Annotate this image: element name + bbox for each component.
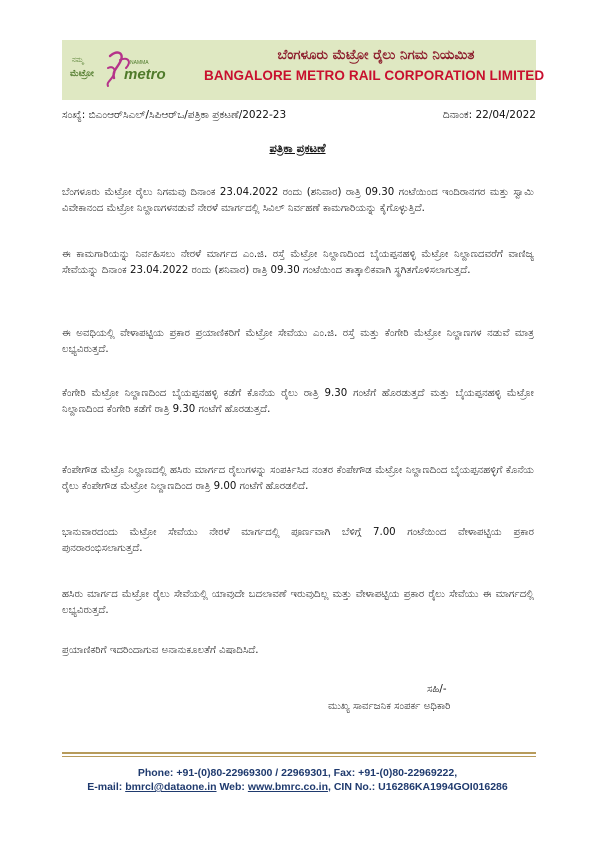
footer-contact-web xyxy=(0,781,595,793)
paragraph-1: ಬೆಂಗಳೂರು ಮೆಟ್ರೋ ರೈಲು ನಿಗಮವು ದಿನಾಂಕ 23.04.2022 ರಂದು (ಶನಿವಾರ) ರಾತ್ರಿ 09.30 ಗಂಟೆಯಿಂದ ಇಂದಿರಾನಗರ ಮತ್ತು ಸ್ವಾಮಿ ವಿವೇಕಾನಂದ ಮೆಟ್ರೋ ನಿಲ್ದಾಣಗಳನಡುವೆ ನೇರಳೆ ಮಾರ್ಗದಲ್ಲಿ ಸಿವಿಲ್ ನಿರ್ವಹಣೆ ಕಾಮಗಾರಿಯನ್ನು ಕೈಗೊಳ್ಳುತ್ತಿದೆ. xyxy=(62,187,534,215)
svg-text:NAMMA: NAMMA xyxy=(130,60,149,66)
footer-divider-thin xyxy=(62,756,536,757)
footer-divider xyxy=(62,752,536,754)
namma-metro-logo xyxy=(68,46,188,94)
svg-text:ನಮ್ಮ: ನಮ್ಮ xyxy=(72,56,84,64)
footer-cin: , CIN No.: U16286KA1994GOI016286 xyxy=(327,781,508,793)
footer-email-link[interactable]: bmrcl@dataone.in xyxy=(125,781,217,793)
signature-designation: ಮುಖ್ಯ ಸಾರ್ವಜನಿಕ ಸಂಪರ್ಕ ಅಧಿಕಾರಿ xyxy=(328,701,451,712)
footer-email-label: E-mail: xyxy=(87,781,123,793)
paragraph-6: ಭಾನುವಾರದಂದು ಮೆಟ್ರೋ ಸೇವೆಯು ನೇರಳೆ ಮಾರ್ಗದಲ್ಲಿ ಪೂರ್ಣವಾಗಿ ಬೆಳಿಗ್ಗೆ 7.00 ಗಂಟೆಯಿಂದ ವೇಳಾಪಟ್ಟಿಯ ಪ್ರಕಾರ ಪುನರಾರಂಭಿಸಲಾಗುತ್ತದೆ. xyxy=(62,527,534,555)
svg-text:metro: metro xyxy=(124,66,166,83)
footer-web-link[interactable]: www.bmrc.co.in xyxy=(247,781,328,793)
paragraph-3: ಈ ಅವಧಿಯಲ್ಲಿ ವೇಳಾಪಟ್ಟಿಯ ಪ್ರಕಾರ ಪ್ರಯಾಣಿಕರಿಗೆ ಮೆಟ್ರೋ ಸೇವೆಯು ಎಂ.ಜಿ. ರಸ್ತೆ ಮತ್ತು ಕೆಂಗೇರಿ ಮೆಟ್ರೋ ನಿಲ್ದಾಣಗಳ ನಡುವೆ ಮಾತ್ರ ಲಭ್ಯವಿರುತ್ತದೆ. xyxy=(62,328,534,356)
org-name-kannada: ಬೆಂಗಳೂರು ಮೆಟ್ರೋ ರೈಲು ನಿಗಮ ನಿಯಮಿತ xyxy=(277,47,475,63)
signature-signed: ಸಹಿ/- xyxy=(427,684,447,695)
paragraph-7: ಹಸಿರು ಮಾರ್ಗದ ಮೆಟ್ರೋ ರೈಲು ಸೇವೆಯಲ್ಲಿ ಯಾವುದೇ ಬದಲಾವಣೆ ಇರುವುದಿಲ್ಲ ಮತ್ತು ವೇಳಾಪಟ್ಟಿಯ ಪ್ರಕಾರ ರೈಲು ಸೇವೆಯು ಈ ಮಾರ್ಗದಲ್ಲಿ ಲಭ್ಯವಿರುತ್ತದೆ. xyxy=(62,589,534,617)
footer-web-label: Web: xyxy=(219,781,245,793)
paragraph-2: ಈ ಕಾಮಗಾರಿಯನ್ನು ನಿರ್ವಹಿಸಲು ನೇರಳೆ ಮಾರ್ಗದ ಎಂ.ಜಿ. ರಸ್ತೆ ಮೆಟ್ರೋ ನಿಲ್ದಾಣದಿಂದ ಬೈಯಪ್ಪನಹಳ್ಳಿ ಮೆಟ್ರೋ ನಿಲ್ದಾಣದವರೆಗೆ ವಾಣಿಜ್ಯ ಸೇವೆಯನ್ನು ದಿನಾಂಕ 23.04.2022 ರಂದು (ಶನಿವಾರ) ರಾತ್ರಿ 09.30 ಗಂಟೆಯಿಂದ ತಾತ್ಕಾಲಿಕವಾಗಿ ಸ್ಥಗಿತಗೊಳಿಸಲಾಗುತ್ತದೆ. xyxy=(62,249,534,277)
letterhead xyxy=(62,40,545,100)
document-title-text: ಪತ್ರಿಕಾ ಪ್ರಕಟಣೆ xyxy=(269,141,326,155)
document-title xyxy=(0,141,595,156)
reference-number: ಸಂಖ್ಯೆ: ಬಿಎಂಆರ್‌ಸಿಎಲ್/ಸಿಪಿಆರ್‌ಒ/ಪತ್ರಿಕಾ ಪ್ರಕಟಣೆ/2022-23 xyxy=(62,109,287,121)
paragraph-4: ಕೆಂಗೇರಿ ಮೆಟ್ರೋ ನಿಲ್ದಾಣದಿಂದ ಬೈಯಪ್ಪನಹಳ್ಳಿ ಕಡೆಗೆ ಕೊನೆಯ ರೈಲು ರಾತ್ರಿ 9.30 ಗಂಟೆಗೆ ಹೊರಡುತ್ತದೆ ಮತ್ತು ಬೈಯಪ್ಪನಹಳ್ಳಿ ಮೆಟ್ರೋ ನಿಲ್ದಾಣದಿಂದ ಕೆಂಗೇರಿ ಕಡೆಗೆ ರಾತ್ರಿ 9.30 ಗಂಟೆಗೆ ಹೊರಡುತ್ತದೆ. xyxy=(62,388,534,416)
paragraph-5: ಕೆಂಪೇಗೌಡ ಮೆಟ್ರೊ ನಿಲ್ದಾಣದಲ್ಲಿ ಹಸಿರು ಮಾರ್ಗದ ರೈಲುಗಳನ್ನು ಸಂಪರ್ಕಿಸಿದ ನಂತರ ಕೆಂಪೇಗೌಡ ಮೆಟ್ರೋ ನಿಲ್ದಾಣದಿಂದ ಬೈಯಪ್ಪನಹಳ್ಳಿಗೆ ಕೊನೆಯ ರೈಲು ಕೆಂಪೇಗೌಡ ಮೆಟ್ರೋ ನಿಲ್ದಾಣದಿಂದ ರಾತ್ರಿ 9.00 ಗಂಟೆಗೆ ಹೊರಡಲಿದೆ. xyxy=(62,465,534,493)
paragraph-8: ಪ್ರಯಾಣಿಕರಿಗೆ ಇದರಿಂದಾಗುವ ಅನಾನುಕೂಲತೆಗೆ ವಿಷಾದಿಸಿದೆ. xyxy=(62,645,259,657)
footer-contact-phone: Phone: +91-(0)80-22969300 / 22969301, Fax: +91-(0)80-22969222, xyxy=(137,767,458,779)
org-name-english: BANGALORE METRO RAIL CORPORATION LIMITED xyxy=(204,68,545,83)
svg-text:ಮೆಟ್ರೋ: ಮೆಟ್ರೋ xyxy=(70,69,94,79)
reference-date: ದಿನಾಂಕ: 22/04/2022 xyxy=(442,109,536,121)
